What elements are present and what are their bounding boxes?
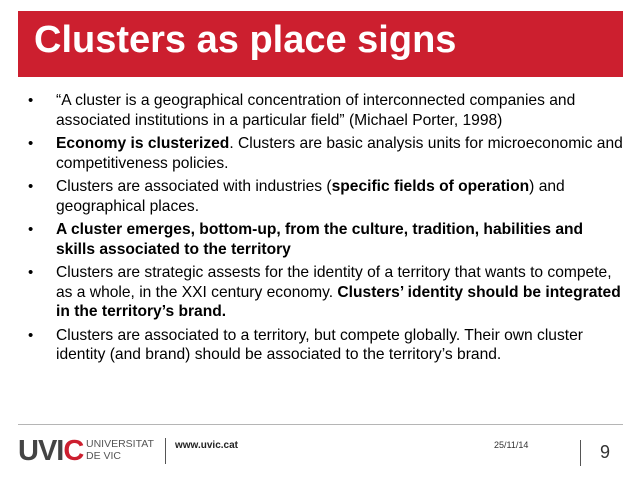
- bullet-list: [28, 91, 623, 369]
- logo-mark: [18, 436, 83, 466]
- bullet-item: [28, 220, 623, 259]
- page-number: 9: [600, 442, 611, 462]
- bullet-mark: •: [28, 264, 34, 281]
- logo-text: [86, 438, 154, 462]
- bullet-text-bold: Clusters’ identity should be integrated in the territory’s brand.: [56, 283, 621, 320]
- title-bar: [18, 11, 623, 77]
- bullet-mark: •: [28, 92, 34, 109]
- footer-separator-left: [165, 438, 166, 464]
- slide-date: 25/11/14: [494, 440, 529, 450]
- bullet-text-bold: specific fields of operation: [331, 178, 530, 195]
- bullet-mark: •: [28, 221, 34, 238]
- bullet-text: ) and geographical places.: [56, 178, 565, 215]
- bullet-item: [28, 91, 623, 130]
- logo-i: I: [56, 435, 64, 467]
- bullet-text: Clusters are associated to a territory, but compete globally. Their own cluster identity (and brand) should be associated to the territory’s brand.: [56, 326, 583, 363]
- bullet-mark: •: [28, 178, 34, 195]
- slide-title: Clusters as place signs: [34, 19, 457, 61]
- logo-c: C: [63, 435, 84, 467]
- footer-separator-right: [580, 440, 581, 466]
- bullet-item: [28, 326, 623, 365]
- bullet-mark: •: [28, 135, 34, 152]
- bullet-item: [28, 263, 623, 322]
- website-link[interactable]: www.uvic.cat: [175, 440, 238, 451]
- bullet-text-bold: A cluster emerges, bottom-up, from the culture, tradition, habilities and skills associated to the territory: [56, 221, 584, 258]
- bullet-text: “A cluster is a geographical concentration of interconnected companies and associated institutions in a particular field” (Michael Porter, 1998): [56, 92, 576, 129]
- bullet-item: [28, 134, 623, 173]
- bullet-text: Clusters are associated with industries (: [56, 178, 332, 195]
- logo-line-1: UNIVERSITAT: [86, 438, 154, 450]
- logo-line-2: DE VIC: [86, 450, 122, 462]
- logo-uv: UV: [18, 435, 57, 467]
- bullet-item: [28, 177, 623, 216]
- bullet-text-bold: Economy is clusterized: [56, 135, 230, 152]
- bullet-text: . Clusters are basic analysis units for microeconomic and competitiveness policies.: [56, 135, 623, 172]
- footer-divider: [18, 424, 623, 425]
- bullet-text: Clusters are strategic assests for the identity of a territory that wants to compete, as a whole, in the XXI century economy.: [56, 264, 612, 301]
- bullet-mark: •: [28, 326, 34, 344]
